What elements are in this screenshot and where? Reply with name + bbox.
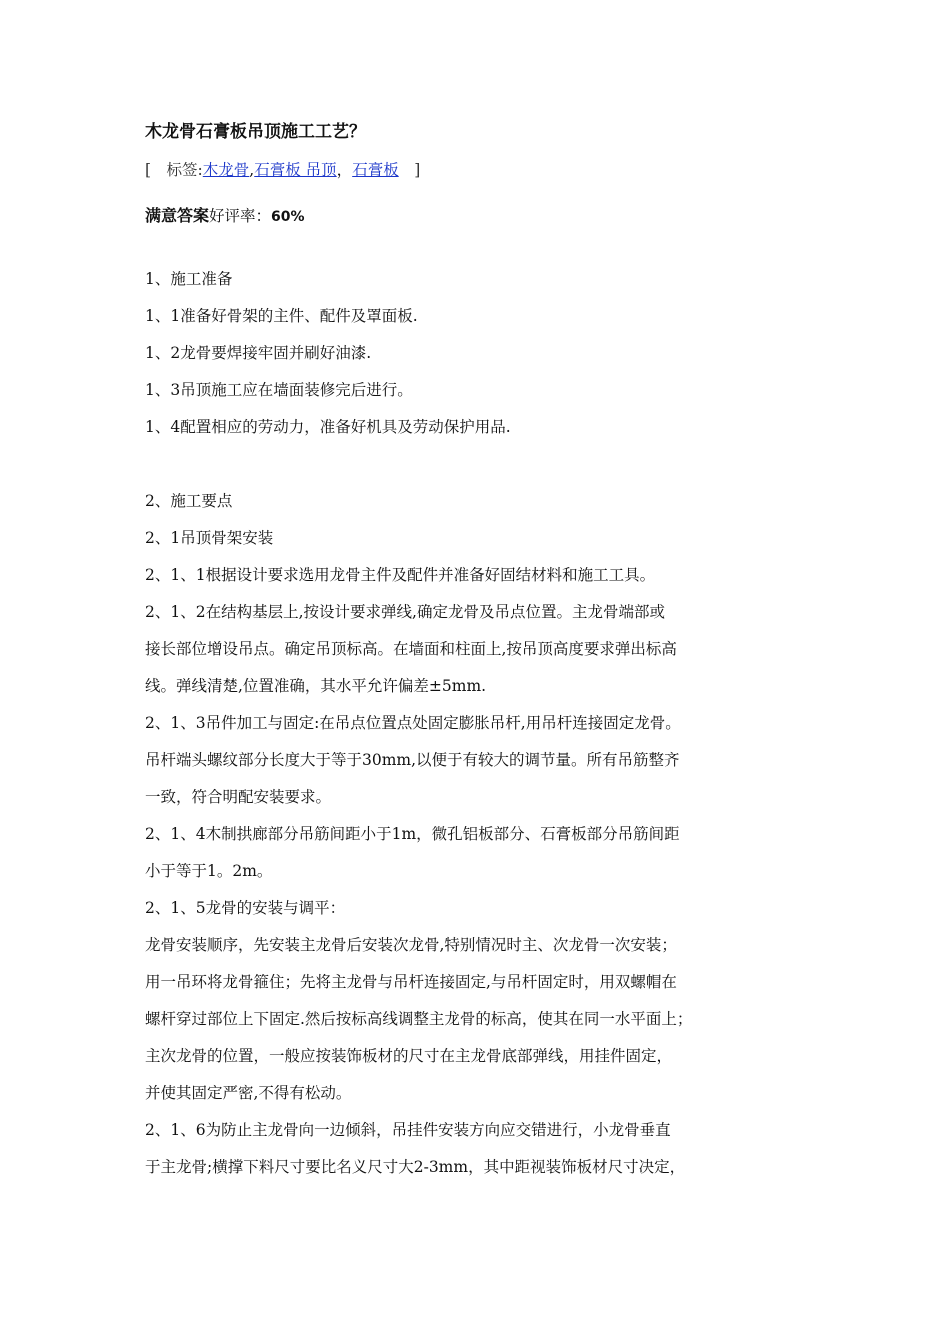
satisfied-answer-header (145, 204, 825, 228)
rating-label: 好评率： (209, 207, 272, 225)
tag-bar-open: [ 标签: (145, 161, 203, 179)
body-line: 2、1吊顶骨架安装 (145, 529, 274, 547)
answer-body (145, 261, 825, 1186)
body-line: 2、1、6为防止主龙骨向一边倾斜，吊挂件安装方向应交错进行，小龙骨垂直 (145, 1121, 671, 1139)
document-page (145, 120, 825, 1186)
body-line: 1、施工准备 (145, 270, 233, 288)
tag-separator-1: , (249, 161, 255, 179)
body-line: 小于等于1。2m。 (145, 862, 273, 880)
paragraph-gap (145, 446, 825, 483)
body-line: 螺杆穿过部位上下固定.然后按标高线调整主龙骨的标高，使其在同一水平面上； (145, 1010, 693, 1028)
body-line: 接长部位增设吊点。确定吊顶标高。在墙面和柱面上,按吊顶高度要求弹出标高 (145, 640, 677, 658)
body-line: 2、1、5龙骨的安装与调平： (145, 899, 346, 917)
body-line: 1、3吊顶施工应在墙面装修完后进行。 (145, 381, 413, 399)
tag-bar (145, 158, 825, 182)
tag-link-3[interactable]: 石膏板 (352, 161, 399, 179)
body-line: 用一吊环将龙骨箍住；先将主龙骨与吊杆连接固定,与吊杆固定时，用双螺帽在 (145, 973, 677, 991)
tag-link-1[interactable]: 木龙骨 (202, 161, 250, 179)
body-line: 2、1、3吊件加工与固定:在吊点位置点处固定膨胀吊杆,用吊杆连接固定龙骨。 (145, 714, 681, 732)
body-line: 2、施工要点 (145, 492, 233, 510)
tag-separator-2: ， (336, 161, 353, 179)
body-line: 2、1、1根据设计要求选用龙骨主件及配件并准备好固结材料和施工工具。 (145, 566, 656, 584)
body-line: 线。弹线清楚,位置准确，其水平允许偏差±5mm. (145, 677, 487, 695)
satisfied-answer-label: 满意答案 (145, 206, 210, 225)
body-line: 1、2龙骨要焊接牢固并刷好油漆. (145, 344, 372, 362)
body-line: 并使其固定严密,不得有松动。 (145, 1084, 352, 1102)
page-title: 木龙骨石膏板吊顶施工工艺？ (145, 122, 366, 142)
body-line: 吊杆端头螺纹部分长度大于等于30mm,以便于有较大的调节量。所有吊筋整齐 (145, 751, 680, 769)
body-line: 龙骨安装顺序，先安装主龙骨后安装次龙骨,特别情况时主、次龙骨一次安装； (145, 936, 677, 954)
tag-link-2[interactable]: 石膏板 吊顶 (254, 161, 337, 179)
body-line: 1、1准备好骨架的主件、配件及罩面板. (145, 307, 418, 325)
body-line: 主次龙骨的位置，一般应按装饰板材的尺寸在主龙骨底部弹线，用挂件固定， (145, 1047, 673, 1065)
body-line: 2、1、4木制拱廊部分吊筋间距小于1m，微孔铝板部分、石膏板部分吊筋间距 (145, 825, 680, 843)
body-line: 1、4配置相应的劳动力，准备好机具及劳动保护用品. (145, 418, 511, 436)
body-line: 于主龙骨;横撑下料尺寸要比名义尺寸大2-3mm，其中距视装饰板材尺寸决定， (145, 1158, 686, 1176)
body-line: 2、1、2在结构基层上,按设计要求弹线,确定龙骨及吊点位置。主龙骨端部或 (145, 603, 665, 621)
body-line: 一致，符合明配安装要求。 (145, 788, 332, 806)
tag-bar-close: ] (398, 161, 421, 179)
rating-value: 60% (271, 209, 305, 225)
